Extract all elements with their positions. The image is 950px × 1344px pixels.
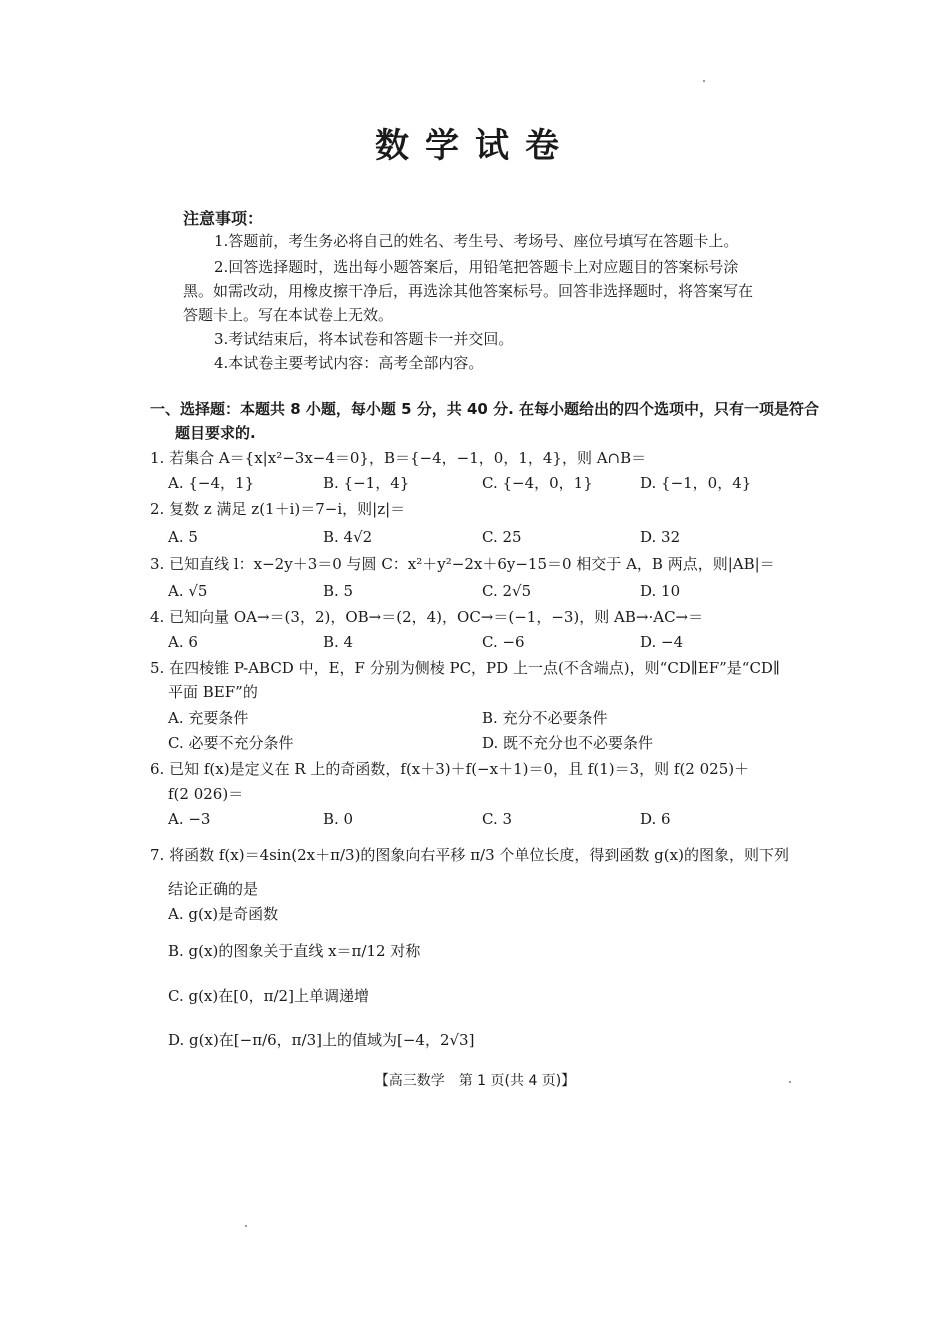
- q3-option-d: D. 10: [640, 582, 681, 600]
- q2-option-d: D. 32: [640, 528, 681, 546]
- scan-speck: [703, 80, 705, 82]
- q6-option-a: A. −3: [168, 810, 211, 828]
- section-heading-cont: 题目要求的.: [175, 424, 256, 442]
- q7-option-c: C. g(x)在[0，π/2]上单调递增: [168, 987, 369, 1005]
- q1-option-c: C. {−4，0，1}: [482, 474, 593, 492]
- question-1-stem: 1. 若集合 A＝{x|x²−3x−4＝0}，B＝{−4，−1，0，1，4}，则 A∩B＝: [150, 449, 647, 467]
- section-heading: 一、选择题：本题共 8 小题，每小题 5 分，共 40 分. 在每小题给出的四个选项中，只有一项是符合: [150, 400, 820, 418]
- q7-option-b: B. g(x)的图象关于直线 x＝π/12 对称: [168, 942, 421, 960]
- notice-item: 黑。如需改动，用橡皮擦干净后，再选涂其他答案标号。回答非选择题时，将答案写在: [183, 282, 754, 300]
- q3-option-b: B. 5: [323, 582, 354, 600]
- q5-option-c: C. 必要不充分条件: [168, 734, 294, 752]
- q1-option-a: A. {−4，1}: [168, 474, 255, 492]
- question-7-stem-cont: 结论正确的是: [168, 880, 259, 898]
- notice-heading: 注意事项：: [183, 209, 264, 228]
- question-5-stem: 5. 在四棱锥 P-ABCD 中，E，F 分别为侧棱 PC，PD 上一点(不含端点)，则“CD∥EF”是“CD∥: [150, 659, 780, 677]
- q4-option-c: C. −6: [482, 633, 525, 651]
- q5-option-d: D. 既不充分也不必要条件: [482, 734, 654, 752]
- question-6-stem-cont: f(2 026)＝: [168, 785, 244, 803]
- q4-option-b: B. 4: [323, 633, 354, 651]
- notice-item: 1.答题前，考生务必将自己的姓名、考生号、考场号、座位号填写在答题卡上。: [214, 232, 739, 250]
- q7-option-d: D. g(x)在[−π/6，π/3]上的值域为[−4，2√3]: [168, 1031, 475, 1049]
- q5-option-b: B. 充分不必要条件: [482, 709, 608, 727]
- q6-option-d: D. 6: [640, 810, 671, 828]
- q7-option-a: A. g(x)是奇函数: [168, 905, 279, 923]
- q6-option-c: C. 3: [482, 810, 513, 828]
- q1-option-b: B. {−1，4}: [323, 474, 410, 492]
- q3-option-a: A. √5: [168, 582, 208, 600]
- question-4-stem: 4. 已知向量 OA→＝(3，2)，OB→＝(2，4)，OC→＝(−1，−3)，则 AB→·AC→＝: [150, 608, 704, 626]
- page-footer: 【高三数学 第 1 页(共 4 页)】: [374, 1073, 576, 1089]
- page-title: 数学试卷: [375, 126, 575, 166]
- q1-option-d: D. {−1，0，4}: [640, 474, 752, 492]
- q2-option-a: A. 5: [168, 528, 198, 546]
- q3-option-c: C. 2√5: [482, 582, 532, 600]
- notice-item: 3.考试结束后，将本试卷和答题卡一并交回。: [214, 330, 514, 348]
- question-6-stem: 6. 已知 f(x)是定义在 R 上的奇函数，f(x＋3)＋f(−x＋1)＝0，且 f(1)＝3，则 f(2 025)＋: [150, 760, 750, 778]
- question-7-stem: 7. 将函数 f(x)＝4sin(2x＋π/3)的图象向右平移 π/3 个单位长度，得到函数 g(x)的图象，则下列: [150, 846, 789, 864]
- q2-option-c: C. 25: [482, 528, 522, 546]
- notice-item: 2.回答选择题时，选出每小题答案后，用铅笔把答题卡上对应题目的答案标号涂: [214, 258, 739, 276]
- scan-speck: [789, 1081, 791, 1083]
- question-2-stem: 2. 复数 z 满足 z(1＋i)＝7−i，则|z|＝: [150, 500, 406, 518]
- notice-item: 4.本试卷主要考试内容：高考全部内容。: [214, 354, 484, 372]
- q2-option-b: B. 4√2: [323, 528, 373, 546]
- q4-option-a: A. 6: [168, 633, 198, 651]
- question-5-stem-cont: 平面 BEF”的: [168, 683, 258, 701]
- q4-option-d: D. −4: [640, 633, 684, 651]
- question-3-stem: 3. 已知直线 l：x−2y＋3＝0 与圆 C：x²＋y²−2x＋6y−15＝0 相交于 A，B 两点，则|AB|＝: [150, 555, 775, 573]
- q6-option-b: B. 0: [323, 810, 354, 828]
- q5-option-a: A. 充要条件: [168, 709, 249, 727]
- notice-item: 答题卡上。写在本试卷上无效。: [183, 306, 394, 324]
- scan-speck: [245, 1225, 247, 1227]
